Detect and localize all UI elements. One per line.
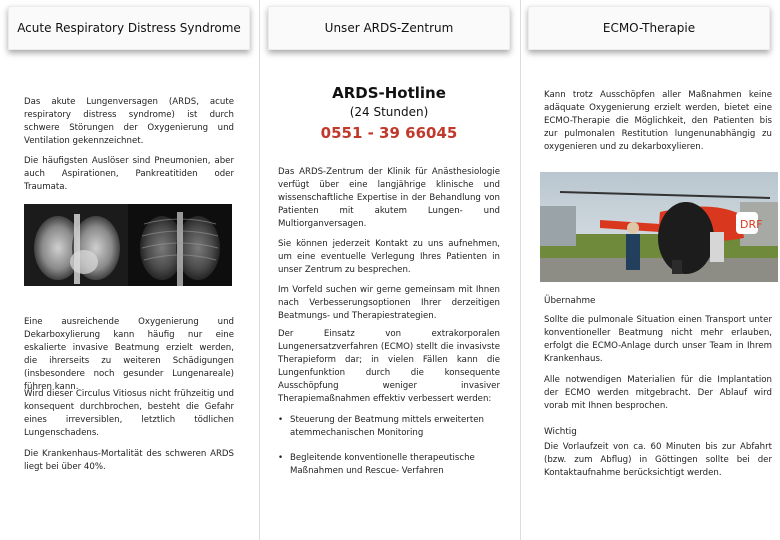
ventilation-paragraph: Eine ausreichende Oxygenierung und Dekarboxylierung kann häufig nur eine eskalierte invasive Beatmung erzielt werden, die ihrerseits zu weiteren Schädigungen (insbesondere noch gesunder Lungenareale) führen kann. (24, 317, 234, 392)
header-ecmo: ECMO-Therapie (528, 6, 770, 50)
xray-image (24, 204, 232, 286)
note-paragraph: Die Vorlaufzeit von ca. 60 Minuten bis zur Abfahrt (bzw. zum Abflug) in Göttingen sollte bei der Kontaktaufnahme berücksichtigt werden. (544, 442, 772, 478)
header-center: Unser ARDS-Zentrum (268, 6, 510, 50)
column-ecmo (522, 0, 780, 540)
ards-definition: Das akute Lungenversagen (ARDS, acute respiratory distress syndrome) ist durch schwere Störungen der Oxygenierung und Ventilation gekennzeichnet. (24, 97, 234, 146)
column-divider (520, 0, 521, 540)
hotline-phone[interactable]: 0551 - 39 66045 (320, 124, 458, 142)
transfer-paragraph: Sollte die pulmonale Situation einen Transport unter konventioneller Beatmung nicht mehr erlauben, erfolgt die ECMO-Anlage durch unser Team in Ihrem Krankenhaus. (544, 315, 772, 364)
circulus-paragraph: Wird dieser Circulus Vitiosus nicht frühzeitig und konsequent durchbrochen, besteht die Gefahr eines irreversiblen, letztlich tödlichen Lungenschadens. (24, 389, 234, 438)
svg-text:DRF: DRF (740, 218, 763, 231)
section-transfer: Übernahme (544, 296, 596, 306)
column-ards-info (0, 0, 258, 540)
list-item: • Begleitende konventionelle therapeutische Maßnahmen und Rescue- Verfahren (278, 452, 500, 478)
hotline-subtitle: (24 Stunden) (349, 105, 429, 119)
ecmo-paragraph: Der Einsatz von extrakorporalen Lungenersatzverfahren (ECMO) stellt die invasivste Therapieform dar; in vielen Fällen kann die Lungenfunktion durch die konsequente Ausschöpfung weniger invasiver Therapiemaßnahmen effektiv verbessert werden: (278, 329, 500, 404)
note-title: Wichtig (544, 427, 577, 437)
mortality-paragraph: Die Krankenhaus-Mortalität des schweren ARDS liegt bei über 40%. (24, 449, 234, 472)
helicopter-image (540, 172, 778, 282)
ecmo-intro: Kann trotz Ausschöpfen aller Maßnahmen keine adäquate Oxygenierung erzielt werden, bietet eine ECMO-Therapie die Möglichkeit, den Patienten bis zur pulmonalen Restitution lungenunabhängig zu oxygenieren und zu dekarboxylieren. (544, 90, 772, 152)
center-intro: Das ARDS-Zentrum der Klinik für Anästhesiologie verfügt über eine langjährige klinische und wissenschaftliche Expertise in der Behandlung von Patienten mit akutem Lungen- und Multiorganversagen. (278, 167, 500, 229)
helicopter-photo (540, 172, 778, 282)
list-item: • Steuerung der Beatmung mittels erweiterten atemmechanischen Monitoring (278, 414, 500, 440)
options-paragraph: Im Vorfeld suchen wir gerne gemeinsam mit Ihnen nach Verbesserungsoptionen Ihrer derzeitigen Beatmungs- und Therapiestrategien. (278, 285, 500, 321)
hotline-title: ARDS-Hotline (332, 84, 446, 102)
measures-list (278, 414, 500, 490)
column-ards-center (260, 0, 518, 540)
contact-paragraph: Sie können jederzeit Kontakt zu uns aufnehmen, um eine eventuelle Verlegung Ihres Patienten in unser Zentrum zu besprechen. (278, 239, 500, 275)
ards-causes: Die häufigsten Auslöser sind Pneumonien, aber auch Aspirationen, Pankreatitiden oder Traumata. (24, 156, 234, 192)
header-ards: Acute Respiratory Distress Syndrome (8, 6, 250, 50)
xray-images (24, 204, 232, 286)
materials-paragraph: Alle notwendigen Materialien für die Implantation der ECMO werden mitgebracht. Der Ablauf wird vorab mit Ihnen besprochen. (544, 375, 772, 411)
